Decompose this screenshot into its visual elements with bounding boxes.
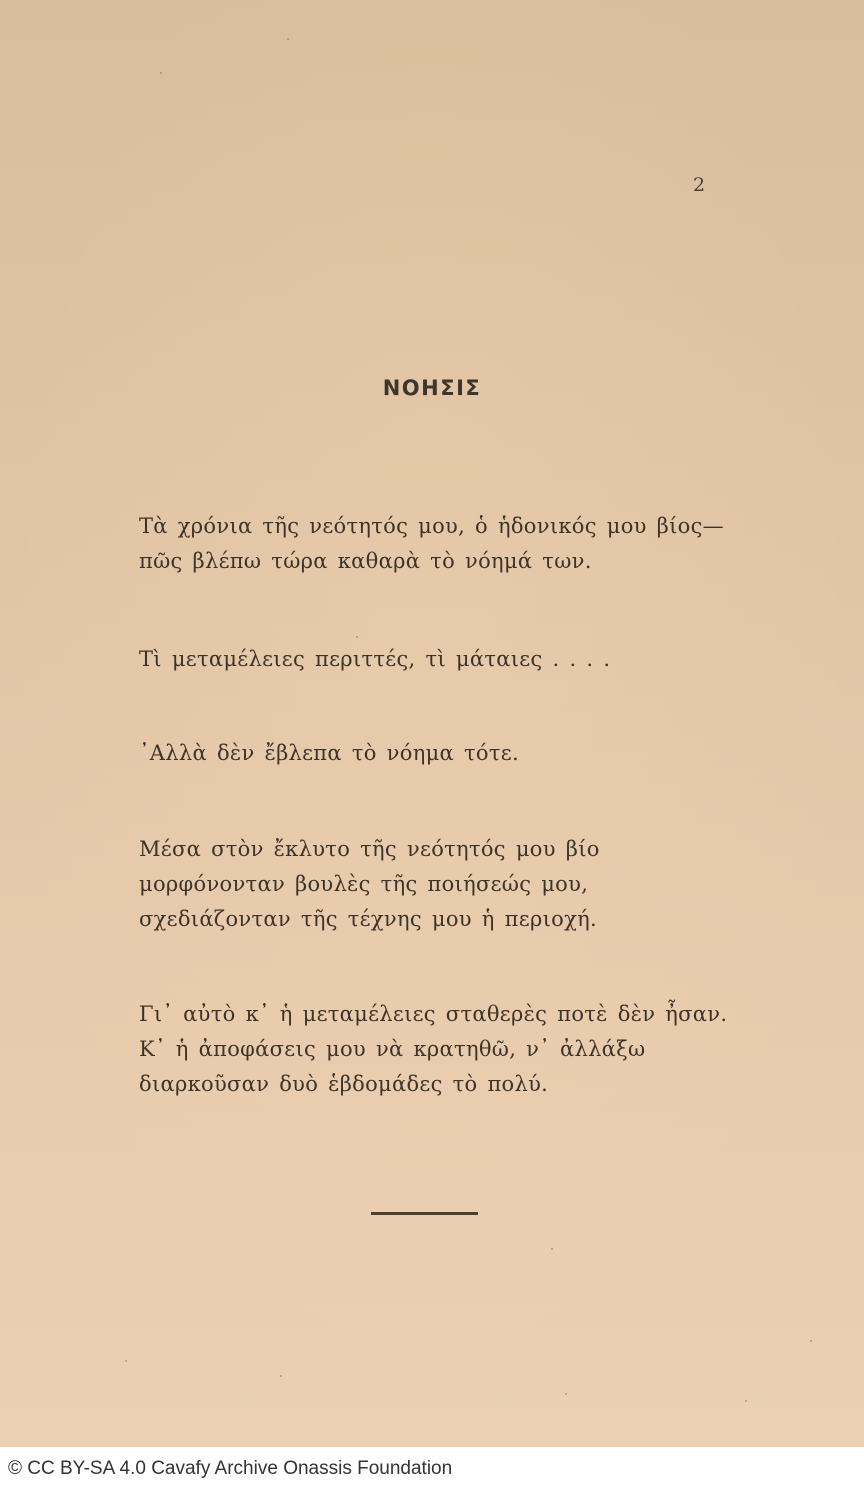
poem-line: Μέσα στὸν ἔκλυτο τῆς νεότητός μου βίο: [139, 837, 600, 861]
stanza: [139, 736, 519, 771]
poem-line: Τὰ χρόνια τῆς νεότητός μου, ὁ ἡδονικός μου βίος—: [139, 514, 724, 538]
poem-line: ᾿Αλλὰ δὲν ἔβλεπα τὸ νόημα τότε.: [139, 741, 519, 765]
paper-speck: [810, 1340, 812, 1342]
poem-line: πῶς βλέπω τώρα καθαρὰ τὸ νόημά των.: [139, 549, 592, 573]
paper-speck: [356, 636, 358, 638]
poem-line: μορφόνονταν βουλὲς τῆς ποιήσεώς μου,: [139, 872, 589, 896]
stanza: [139, 509, 724, 579]
paper-speck: [745, 1400, 747, 1402]
end-of-poem-rule: [371, 1212, 478, 1215]
paper-speck: [565, 1393, 567, 1395]
copyright-notice: © CC BY-SA 4.0 Cavafy Archive Onassis Foundation: [8, 1458, 453, 1479]
paper-speck: [287, 38, 289, 40]
poem-line: Τὶ μεταμέλειες περιττές, τὶ μάταιες . . . .: [139, 647, 611, 671]
paper-speck: [125, 1360, 127, 1362]
poem-line: Κ᾿ ἡ ἀποφάσεις μου νὰ κρατηθῶ, ν᾿ ἀλλάξω: [139, 1037, 646, 1061]
paper-speck: [160, 72, 162, 74]
poem-title: ΝΟΗΣΙΣ: [382, 376, 482, 400]
stanza: [139, 997, 727, 1102]
paper-speck: [280, 1375, 282, 1377]
stanza: [139, 832, 600, 937]
poem-line: Γι᾿ αὐτὸ κ᾿ ἡ μεταμέλειες σταθερὲς ποτὲ δὲν ἦσαν.: [139, 1002, 728, 1026]
page-number: 2: [693, 174, 706, 196]
poem-line: σχεδιάζονταν τῆς τέχνης μου ἡ περιοχή.: [139, 907, 597, 931]
poem-line: διαρκοῦσαν δυὸ ἑβδομάδες τὸ πολύ.: [139, 1072, 549, 1096]
stanza: [139, 642, 610, 677]
footer-bar: [0, 1447, 864, 1491]
paper-speck: [551, 1248, 553, 1250]
